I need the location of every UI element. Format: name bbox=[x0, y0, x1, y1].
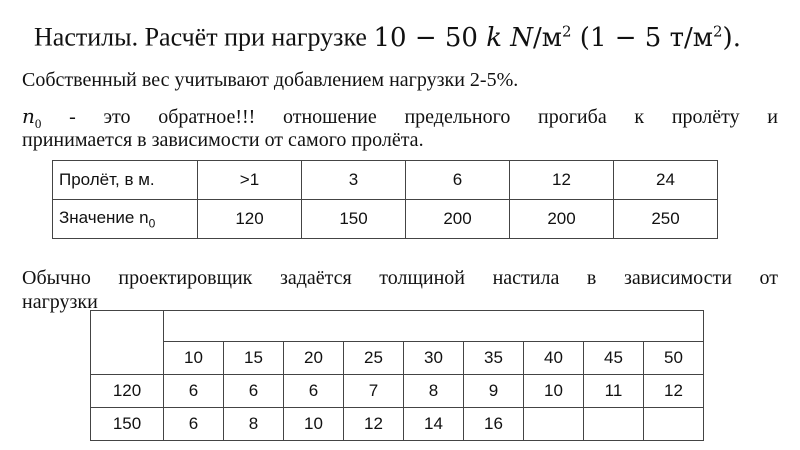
table-cell: 3 bbox=[302, 161, 406, 200]
table-cell: 6 bbox=[224, 375, 284, 408]
title-text: Настилы. Расчёт при нагрузке bbox=[34, 22, 367, 52]
table-row bbox=[91, 375, 704, 408]
table-cell: 12 bbox=[344, 408, 404, 441]
table-cell: 10 bbox=[524, 375, 584, 408]
table-cell: 200 bbox=[510, 200, 614, 239]
table-cell bbox=[584, 408, 644, 441]
table-cell: 150 bbox=[302, 200, 406, 239]
page-title bbox=[34, 22, 741, 53]
table-cell: 12 bbox=[644, 375, 704, 408]
row-label: 120 bbox=[91, 375, 164, 408]
paragraph-self-weight: Собственный вес учитывают добавлением нагрузки 2-5%. bbox=[22, 69, 519, 91]
table-cell: 24 bbox=[614, 161, 718, 200]
load-cell: 45 bbox=[584, 342, 644, 375]
load-cell: 25 bbox=[344, 342, 404, 375]
paragraph-n0-line2: принимается в зависимости от самого пролёта. bbox=[22, 129, 424, 151]
table-cell: 200 bbox=[406, 200, 510, 239]
paragraph-thickness-line2: нагрузки bbox=[22, 291, 98, 313]
table-row bbox=[91, 311, 704, 342]
table-cell: 8 bbox=[404, 375, 464, 408]
paragraph-thickness-line1: Обычно проектировщик задаётся толщиной настила в зависимости от bbox=[22, 267, 778, 289]
table-cell: >1 bbox=[198, 161, 302, 200]
table-cell: 14 bbox=[404, 408, 464, 441]
corner-cell bbox=[91, 311, 164, 375]
table-cell: 6 bbox=[164, 375, 224, 408]
table-cell: 16 bbox=[464, 408, 524, 441]
load-cell: 50 bbox=[644, 342, 704, 375]
n0-description: - это обратное!!! отношение предельного прогиба к пролёту и bbox=[41, 106, 778, 128]
table-cell: 120 bbox=[198, 200, 302, 239]
paragraph-n0-line1: $n_0$ - это обратное!!! отношение предельного прогиба к пролёту и bbox=[22, 104, 778, 131]
table-cell: 9 bbox=[464, 375, 524, 408]
row-label: 150 bbox=[91, 408, 164, 441]
span-deflection-table bbox=[52, 160, 718, 239]
load-cell: 40 bbox=[524, 342, 584, 375]
load-cell: 15 bbox=[224, 342, 284, 375]
n0-symbol: n bbox=[22, 104, 35, 128]
table-row bbox=[91, 408, 704, 441]
table-row bbox=[53, 161, 718, 200]
load-header-cell bbox=[164, 311, 704, 342]
table-cell: 10 bbox=[284, 408, 344, 441]
load-cell: 10 bbox=[164, 342, 224, 375]
table-cell: 11 bbox=[584, 375, 644, 408]
load-cell: 35 bbox=[464, 342, 524, 375]
table-row-loads bbox=[91, 342, 704, 375]
table-cell: 8 bbox=[224, 408, 284, 441]
table-cell: 250 bbox=[614, 200, 718, 239]
table-cell: 6 bbox=[406, 161, 510, 200]
thickness-table bbox=[90, 310, 704, 441]
load-cell: 30 bbox=[404, 342, 464, 375]
row-header-span: Пролёт, в м. bbox=[53, 161, 198, 200]
load-cell: 20 bbox=[284, 342, 344, 375]
table-cell: 6 bbox=[164, 408, 224, 441]
table-row bbox=[53, 200, 718, 239]
table-cell: 6 bbox=[284, 375, 344, 408]
table-cell: 7 bbox=[344, 375, 404, 408]
table-cell bbox=[644, 408, 704, 441]
table-cell bbox=[524, 408, 584, 441]
row-header-n0: Значение $n_0$ bbox=[53, 200, 198, 239]
table-cell: 12 bbox=[510, 161, 614, 200]
title-formula: 10 − 50 k $N/м^2$ (1 − 5 $т/м^2$). bbox=[373, 22, 741, 53]
